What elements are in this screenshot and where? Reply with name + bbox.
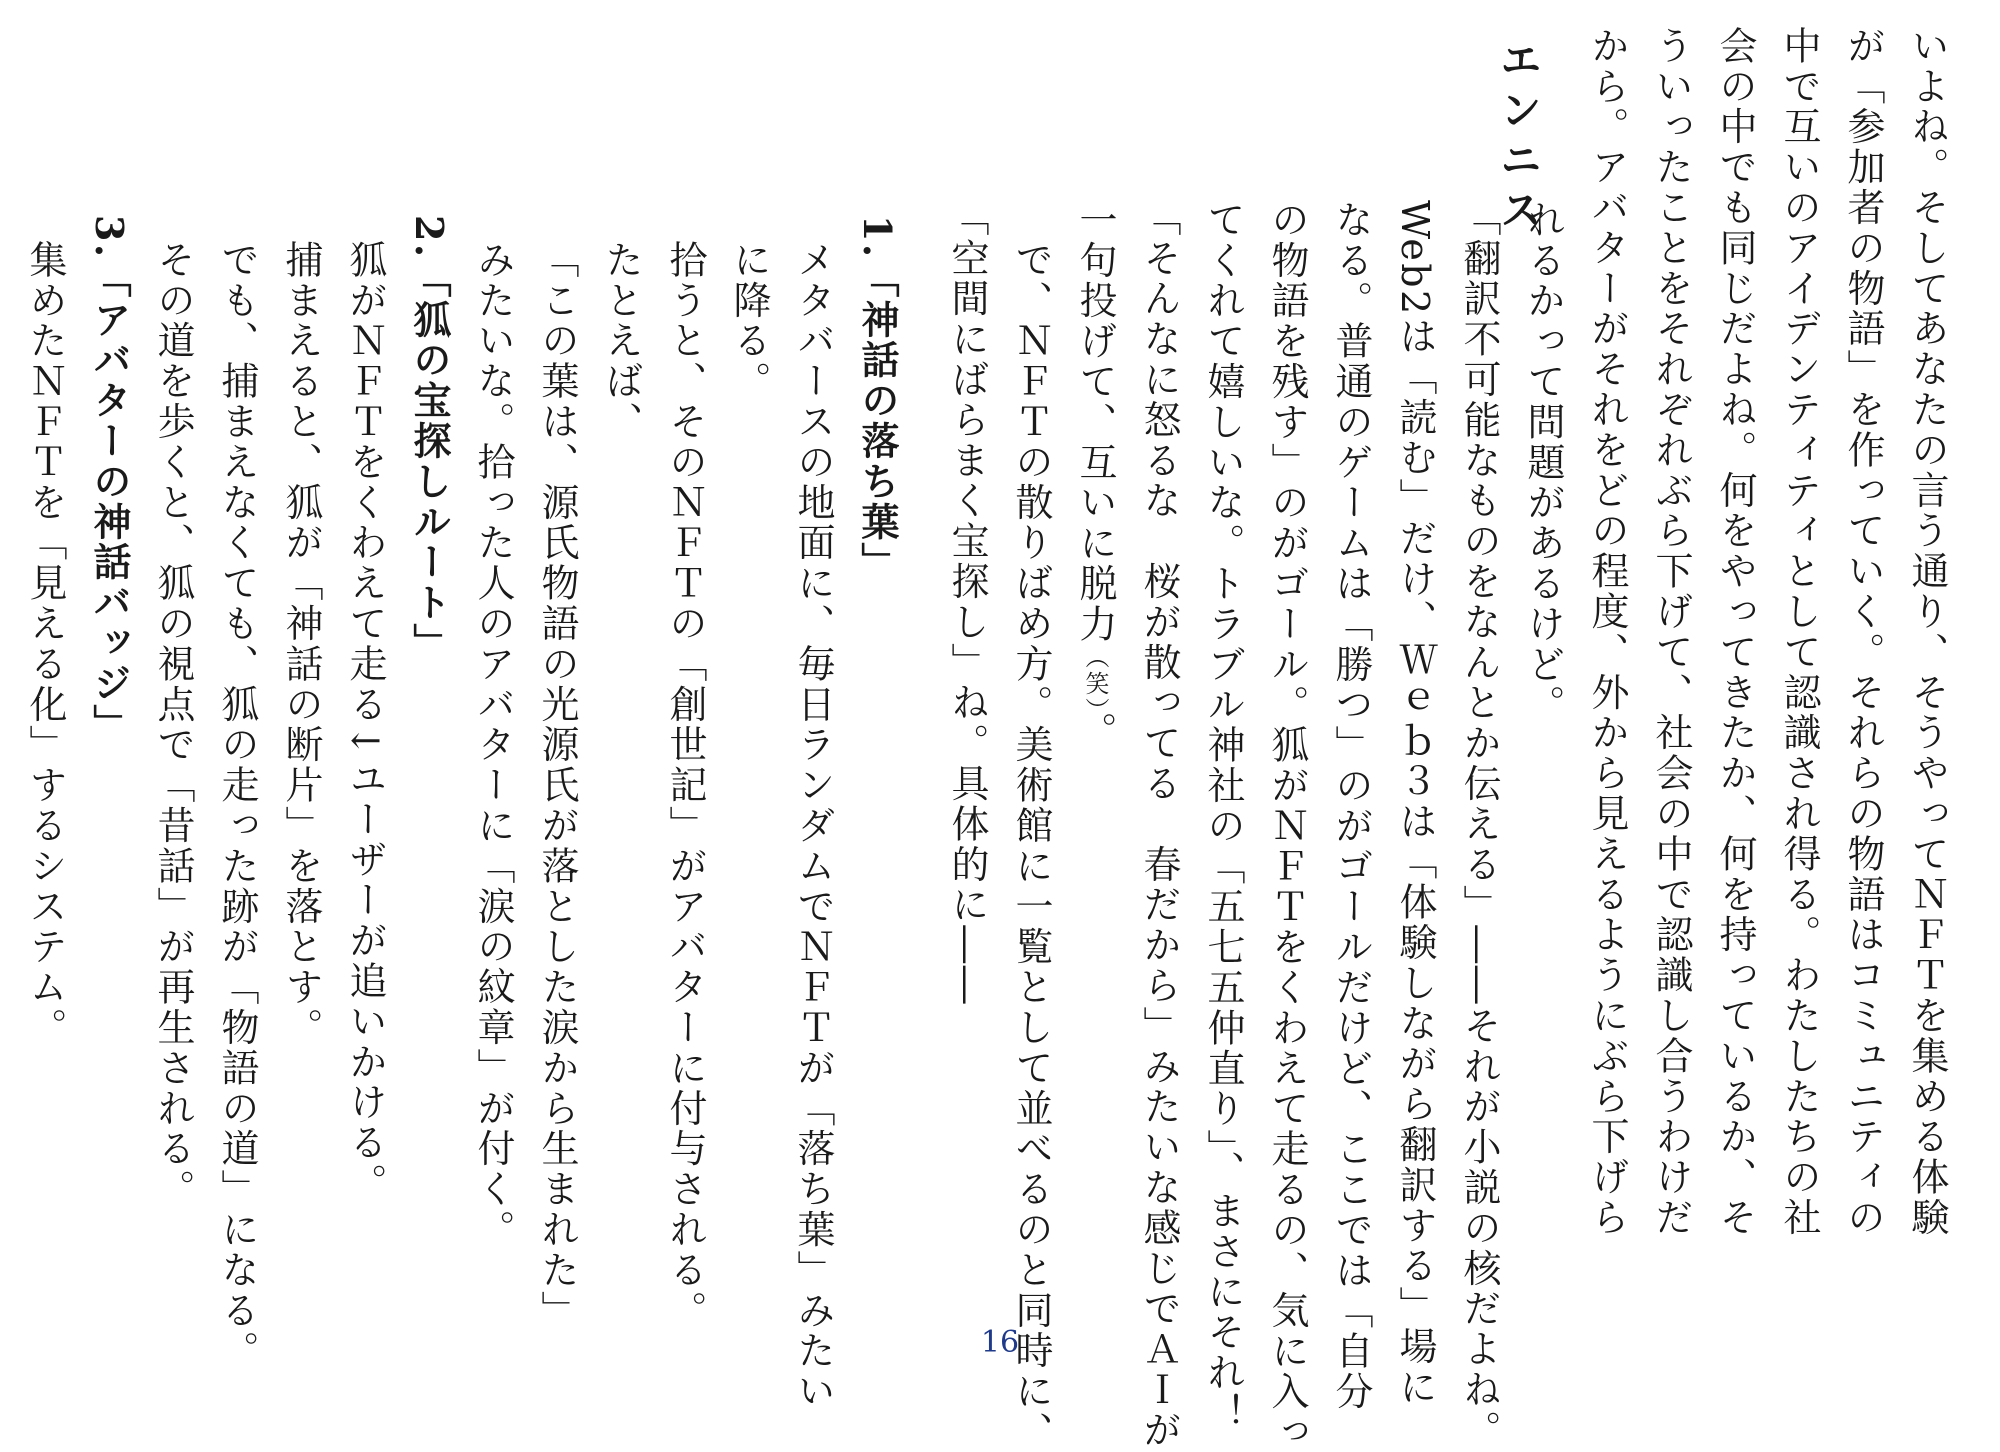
text-column-1: いよね。そしてあなたの言う通り、そうやってＮＦＴを集める体験	[1905, 26, 1949, 1238]
laugh-note: （笑）	[1081, 644, 1109, 712]
text-column-16: 「空間にばらまく宝探し」ね。具体的に――	[945, 198, 989, 1006]
text-column-15: で、ＮＦＴの散りばめ方。美術館に一覧として並べるのと同時に、	[1009, 240, 1053, 1452]
text-column-5: ういったことをそれぞれぶら下げて、社会の中で認識し合うわけだ	[1649, 26, 1693, 1238]
text-column-20: 拾うと、そのＮＦＴの「創世記」がアバターに付与される。	[663, 240, 707, 1331]
text-column-28: その道を歩くと、狐の視点で「昔話」が再生される。	[151, 240, 195, 1210]
text-column-25: 狐がＮＦＴをくわえて走る↓ユーザーが追いかける。	[343, 240, 387, 1204]
text-column-9: Web2は「読む」だけ、Ｗｅｂ３は「体験しながら翻訳する」場に	[1393, 200, 1437, 1408]
text-column-18: メタバースの地面に、毎日ランダムでＮＦＴが「落ち葉」みたい	[791, 240, 835, 1412]
section-heading-1: 1.「神話の落ち葉」	[855, 215, 900, 583]
text-column-12: てくれて嬉しいな。トラブル神社の「五七五仲直り」、まさにそれ！	[1201, 200, 1245, 1434]
text-column-4: 会の中でも同じだよね。何をやってきたか、何を持っているか、そ	[1713, 26, 1757, 1238]
text-column-23: みたいな。拾った人のアバターに「涙の紋章」が付く。	[471, 240, 515, 1250]
page-number: 16	[980, 1325, 1020, 1360]
text-column-13: 「そんなに怒るな 桜が散ってる 春だから」みたいな感じでＡＩが	[1137, 198, 1181, 1451]
text-column-7: れるかって問題があるけど。	[1521, 200, 1565, 726]
text-column-14	[1073, 200, 1117, 753]
text-column-2: が「参加者の物語」を作っていく。それらの物語はコミュニティの	[1841, 26, 1885, 1238]
text-column-10: なる。普通のゲームは「勝つ」のがゴールだけど、ここでは「自分	[1329, 200, 1373, 1412]
text-column-11: の物語を残す」のがゴール。狐がＮＦＴをくわえて走るの、気に入っ	[1265, 200, 1309, 1452]
text-segment: 。	[1073, 711, 1117, 753]
text-column-19: に降る。	[727, 240, 771, 402]
section-heading-3: 3.「アバターの神話バッジ」	[87, 215, 132, 745]
text-column-22: 「この葉は、源氏物語の光源氏が落とした涙から生まれた」	[535, 240, 579, 1331]
text-column-21: たとえば、	[599, 240, 643, 442]
section-heading-2: 2.「狐の宝探しルート」	[407, 215, 452, 664]
text-column-6: から。アバターがそれをどの程度、外から見えるようにぶら下げら	[1585, 26, 1629, 1238]
text-column-30: 集めたＮＦＴを「見える化」するシステム。	[23, 240, 67, 1048]
text-column-27: でも、捕まえなくても、狐の走った跡が「物語の道」になる。	[215, 240, 259, 1372]
text-segment: 一句投げて、互いに脱力	[1073, 200, 1117, 645]
text-column-3: 中で互いのアイデンティティとして認識され得る。わたしたちの社	[1777, 26, 1821, 1238]
text-column-8: 「翻訳不可能なものをなんとか伝える」――それが小説の核だよね。	[1457, 198, 1501, 1451]
speaker-label: エンニス	[1494, 38, 1543, 238]
text-column-26: 捕まえると、狐が「神話の断片」を落とす。	[279, 240, 323, 1048]
